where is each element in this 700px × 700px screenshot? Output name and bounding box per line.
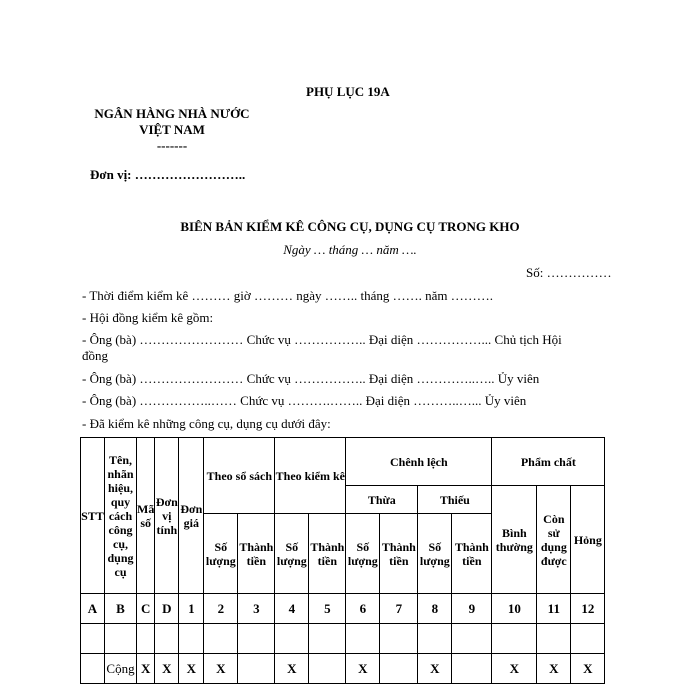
header-check-qty: Số lượng [275, 514, 309, 594]
x-mark: X [346, 654, 380, 684]
x-mark: X [179, 654, 204, 684]
col-code: 3 [238, 594, 275, 624]
document-number: Số: …………… [526, 265, 612, 280]
header-surplus-amount: Thành tiền [380, 514, 418, 594]
x-mark: X [204, 654, 238, 684]
header-books-qty: Số lượng [204, 514, 238, 594]
header-quality: Phẩm chất [492, 438, 605, 486]
header-shortage: Thiếu [418, 486, 492, 514]
total-label: Cộng [105, 654, 137, 684]
column-code-row [81, 594, 605, 624]
x-mark: X [571, 654, 605, 684]
header-difference: Chênh lệch [346, 438, 492, 486]
col-code: 2 [204, 594, 238, 624]
header-surplus: Thừa [346, 486, 418, 514]
org-rule: ------- [156, 138, 188, 153]
header-by-check: Theo kiểm kê [275, 438, 346, 514]
header-usable: Còn sử dụng được [537, 486, 571, 594]
col-code: D [155, 594, 179, 624]
x-mark: X [275, 654, 309, 684]
col-code: 12 [571, 594, 605, 624]
header-check-amount: Thành tiền [309, 514, 346, 594]
col-code: 5 [309, 594, 346, 624]
col-code: 7 [380, 594, 418, 624]
org-line-1: NGÂN HÀNG NHÀ NƯỚC [94, 106, 250, 121]
x-mark: X [492, 654, 537, 684]
header-name: Tên, nhãn hiệu, quy cách công cụ, dụng cụ [105, 438, 137, 594]
organization-name [82, 106, 262, 154]
total-row [81, 654, 605, 684]
header-normal: Bình thường [492, 486, 537, 594]
org-line-2: VIỆT NAM [139, 122, 205, 137]
header-code: Mã số [137, 438, 155, 594]
col-code: 1 [179, 594, 204, 624]
member-1-line: - Ông (bà) …………………… Chức vụ …………….. Đại diện ……………... Chủ tịch Hội [82, 332, 562, 347]
member-2-line: - Ông (bà) …………………… Chức vụ …………….. Đại diện …………..….. Ủy viên [82, 371, 540, 386]
empty-data-row [81, 624, 605, 654]
col-code: 6 [346, 594, 380, 624]
document-date: Ngày … tháng … năm …. [283, 242, 417, 257]
col-code: C [137, 594, 155, 624]
council-line: - Hội đồng kiểm kê gồm: [82, 310, 214, 325]
header-surplus-qty: Số lượng [346, 514, 380, 594]
col-code: 11 [537, 594, 571, 624]
header-stt: STT [81, 438, 105, 594]
x-mark: X [418, 654, 452, 684]
header-shortage-qty: Số lượng [418, 514, 452, 594]
header-price: Đơn giá [179, 438, 204, 594]
x-mark: X [155, 654, 179, 684]
header-unit: Đơn vị tính [155, 438, 179, 594]
time-line: - Thời điểm kiểm kê ……… giờ ……… ngày …….. tháng ……. năm ………. [82, 288, 494, 303]
member-3-line: - Ông (bà) ……………..…… Chức vụ ……….…….. Đại diện ………..…... Ủy viên [82, 393, 527, 408]
col-code: A [81, 594, 105, 624]
col-code: 4 [275, 594, 309, 624]
document-title: BIÊN BẢN KIỂM KÊ CÔNG CỤ, DỤNG CỤ TRONG KHO [180, 219, 520, 234]
col-code: 10 [492, 594, 537, 624]
col-code: B [105, 594, 137, 624]
header-shortage-amount: Thành tiền [452, 514, 492, 594]
header-books-amount: Thành tiền [238, 514, 275, 594]
col-code: 8 [418, 594, 452, 624]
header-broken: Hỏng [571, 486, 605, 594]
appendix-label: PHỤ LỤC 19A [306, 84, 390, 99]
x-mark: X [537, 654, 571, 684]
unit-line: Đơn vị: …………………….. [90, 167, 246, 182]
items-line: - Đã kiểm kê những công cụ, dụng cụ dưới đây: [82, 416, 331, 431]
inventory-table [80, 437, 605, 684]
member-1-line-cont: đồng [82, 348, 108, 363]
x-mark: X [137, 654, 155, 684]
col-code: 9 [452, 594, 492, 624]
header-by-books: Theo sổ sách [204, 438, 275, 514]
